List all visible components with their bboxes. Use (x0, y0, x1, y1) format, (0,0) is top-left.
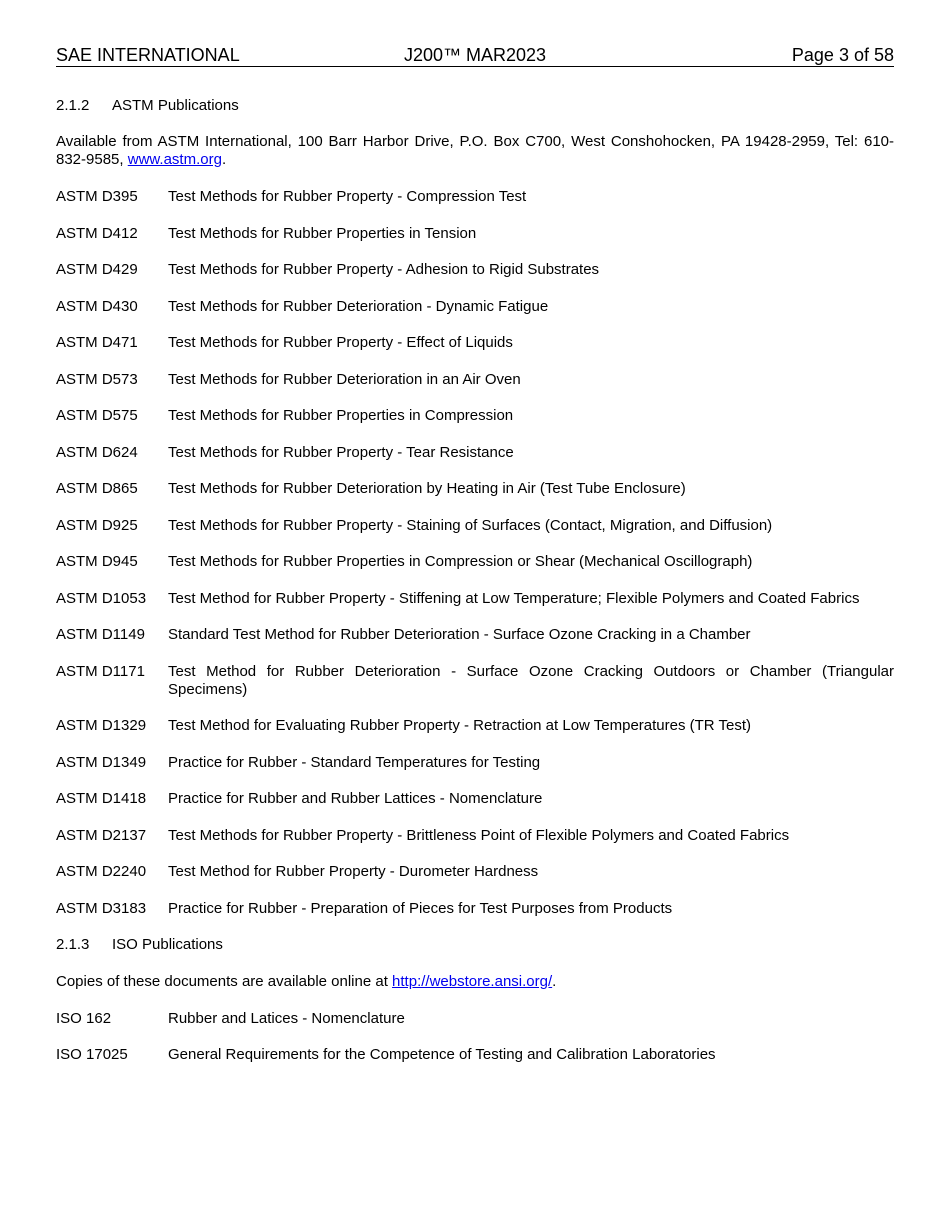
iso-reference-list (56, 1010, 894, 1065)
reference-item (56, 790, 894, 808)
reference-item (56, 717, 894, 735)
reference-title: Practice for Rubber - Standard Temperatures for Testing (168, 753, 541, 771)
reference-id: ASTM D1149 (56, 626, 145, 643)
reference-id: ASTM D573 (56, 370, 138, 388)
reference-title: Test Methods for Rubber Property - Tear Resistance (168, 443, 514, 461)
reference-id: ASTM D1418 (56, 790, 147, 807)
document-body (56, 97, 894, 1064)
astm-section-heading (56, 97, 894, 115)
astm-website-link[interactable]: www.astm.org (127, 151, 222, 168)
reference-title: Test Method for Rubber Property - Durometer Hardness (168, 863, 539, 880)
reference-title: Test Methods for Rubber Properties in Compression or Shear (Mechanical Oscillograph) (168, 553, 753, 570)
reference-item (56, 663, 894, 699)
reference-id: ASTM D925 (56, 516, 138, 534)
section-number: 2.1.2 (56, 97, 90, 114)
reference-item (56, 261, 894, 279)
reference-item (56, 480, 894, 498)
reference-title: Test Methods for Rubber Properties in Tension (168, 224, 477, 242)
reference-id: ASTM D430 (56, 297, 138, 315)
reference-title: General Requirements for the Competence of Testing and Calibration Laboratories (168, 1046, 716, 1063)
availability-suffix: . (221, 151, 227, 168)
reference-item (56, 1046, 894, 1064)
reference-id: ASTM D1329 (56, 717, 147, 734)
reference-title: Test Methods for Rubber Property - Effect of Liquids (168, 334, 513, 351)
reference-title: Test Method for Rubber Property - Stiffening at Low Temperature; Flexible Polymers and Coated Fabrics (168, 589, 860, 607)
reference-id: ASTM D395 (56, 188, 138, 205)
reference-item (56, 517, 894, 535)
reference-title: Test Methods for Rubber Property - Adhesion to Rigid Substrates (168, 261, 600, 278)
reference-title: Standard Test Method for Rubber Deterioration - Surface Ozone Cracking in a Chamber (168, 626, 751, 643)
reference-title: Test Methods for Rubber Deterioration in an Air Oven (168, 370, 521, 388)
reference-id: ASTM D3183 (56, 899, 147, 917)
reference-item (56, 407, 894, 425)
reference-id: ASTM D2240 (56, 863, 147, 880)
reference-item (56, 553, 894, 571)
reference-id: ISO 17025 (56, 1046, 128, 1063)
reference-id: ASTM D865 (56, 480, 138, 497)
iso-availability-paragraph (56, 973, 894, 991)
reference-id: ASTM D624 (56, 443, 138, 461)
page-number: Page 3 of 58 (791, 45, 894, 65)
reference-title: Test Methods for Rubber Property - Staining of Surfaces (Contact, Migration, and Diffusion) (168, 516, 773, 534)
page-header (56, 44, 894, 67)
reference-id: ASTM D1349 (56, 753, 147, 771)
availability-text: Available from ASTM International, 100 Barr Harbor Drive, P.O. Box C700, West Conshohocken, PA 19428-2959, Tel: 610-832-9585, (56, 133, 894, 168)
reference-item (56, 334, 894, 352)
reference-title: Practice for Rubber and Rubber Lattices - Nomenclature (168, 790, 543, 807)
reference-title: Rubber and Latices - Nomenclature (168, 1009, 405, 1027)
reference-item (56, 444, 894, 462)
reference-item (56, 188, 894, 206)
reference-id: ASTM D945 (56, 553, 138, 570)
reference-item (56, 1010, 894, 1028)
reference-title: Practice for Rubber - Preparation of Pieces for Test Purposes from Products (168, 899, 673, 917)
reference-id: ISO 162 (56, 1009, 112, 1027)
reference-title: Test Methods for Rubber Property - Compression Test (168, 188, 527, 205)
reference-id: ASTM D1053 (56, 589, 147, 607)
reference-item (56, 298, 894, 316)
section-title: ISO Publications (112, 935, 223, 953)
document-id: J200™ MAR2023 (403, 45, 547, 65)
reference-id: ASTM D429 (56, 261, 138, 278)
reference-title: Test Methods for Rubber Property - Brittleness Point of Flexible Polymers and Coated Fabrics (168, 826, 790, 844)
astm-availability-paragraph (56, 133, 894, 169)
reference-title: Test Methods for Rubber Deterioration by Heating in Air (Test Tube Enclosure) (168, 480, 686, 497)
section-number: 2.1.3 (56, 935, 90, 953)
reference-id: ASTM D412 (56, 224, 138, 242)
reference-item (56, 626, 894, 644)
reference-id: ASTM D2137 (56, 826, 147, 844)
reference-title: Test Methods for Rubber Deterioration - Dynamic Fatigue (168, 297, 549, 315)
availability-suffix: . (552, 972, 557, 990)
section-title: ASTM Publications (112, 97, 239, 114)
reference-item (56, 590, 894, 608)
reference-id: ASTM D1171 (56, 662, 145, 680)
reference-title: Test Method for Evaluating Rubber Property - Retraction at Low Temperatures (TR Test) (168, 717, 752, 734)
reference-id: ASTM D575 (56, 407, 138, 424)
reference-item (56, 863, 894, 881)
reference-item (56, 900, 894, 918)
astm-reference-list (56, 188, 894, 918)
ansi-webstore-link[interactable]: http://webstore.ansi.org/ (392, 972, 553, 990)
reference-item (56, 827, 894, 845)
reference-title: Test Method for Rubber Deterioration - Surface Ozone Cracking Outdoors or Chamber (Triangular Specimens) (168, 662, 894, 698)
availability-text: Copies of these documents are available online at (56, 972, 393, 990)
reference-item (56, 225, 894, 243)
iso-section-heading (56, 936, 894, 954)
publisher-name: SAE INTERNATIONAL (56, 45, 240, 65)
reference-id: ASTM D471 (56, 334, 138, 351)
reference-item (56, 754, 894, 772)
reference-title: Test Methods for Rubber Properties in Compression (168, 407, 514, 424)
reference-item (56, 371, 894, 389)
